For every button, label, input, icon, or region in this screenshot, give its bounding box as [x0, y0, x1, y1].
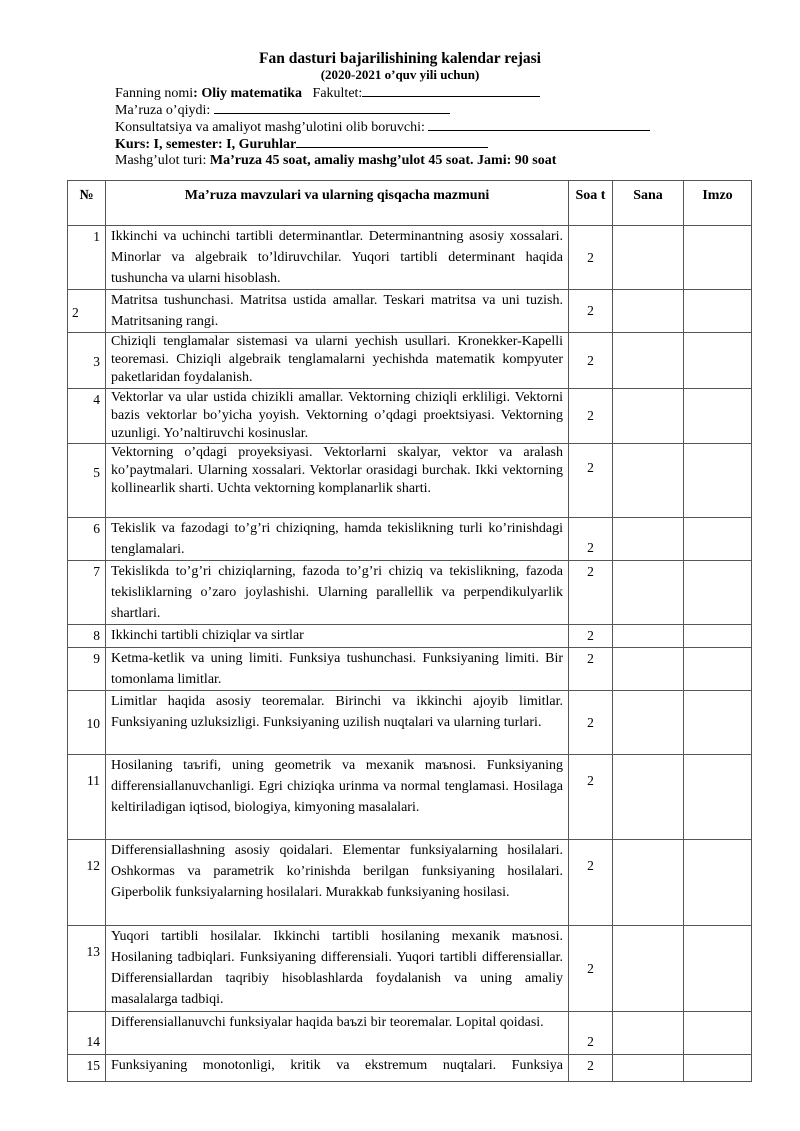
row-date[interactable] [613, 625, 684, 648]
row-hours: 2 [569, 755, 613, 840]
table-row [68, 691, 752, 755]
row-hours: 2 [569, 648, 613, 691]
lecturer-blank [214, 101, 450, 114]
row-number: 12 [68, 840, 106, 926]
row-signature[interactable] [684, 518, 752, 561]
row-date[interactable] [613, 290, 684, 333]
row-number: 10 [68, 691, 106, 755]
table-row [68, 389, 752, 444]
faculty-label: Fakultet: [312, 86, 363, 101]
row-hours: 2 [569, 290, 613, 333]
row-hours: 2 [569, 691, 613, 755]
table-row [68, 333, 752, 389]
table-row [68, 1012, 752, 1055]
row-topic: Differensiallanuvchi funksiyalar haqida baъzi bir teoremalar. Lopital qoidasi. [106, 1012, 569, 1055]
row-number: 2 [68, 290, 106, 333]
row-date[interactable] [613, 691, 684, 755]
session-type-line [115, 152, 556, 169]
subject-label: Fanning nomi [115, 86, 194, 101]
row-topic: Ikkinchi tartibli chiziqlar va sirtlar [106, 625, 569, 648]
table-row [68, 648, 752, 691]
row-hours: 2 [569, 840, 613, 926]
col-topics-header: Ma’ruza mavzulari va ularning qisqacha mazmuni [106, 181, 569, 226]
consultant-label: Konsultatsiya va amaliyot mashg’ulotini olib boruvchi: [115, 120, 425, 135]
row-number: 14 [68, 1012, 106, 1055]
row-topic: Matritsa tushunchasi. Matritsa ustida amallar. Teskari matritsa va uni tuzish. Matritsaning rangi. [106, 290, 569, 333]
row-date[interactable] [613, 226, 684, 290]
table-row [68, 290, 752, 333]
row-signature[interactable] [684, 1012, 752, 1055]
subject-line [115, 84, 540, 102]
row-number: 4 [68, 389, 106, 444]
row-number: 11 [68, 755, 106, 840]
row-hours: 2 [569, 444, 613, 518]
row-signature[interactable] [684, 755, 752, 840]
row-topic: Ikkinchi va uchinchi tartibli determinantlar. Determinantning asosiy xossalari. Minorlar va algebraik to’ldiruvchilar. Yuqori tartibli determinant haqida tushuncha va ularni hisoblash. [106, 226, 569, 290]
row-hours: 2 [569, 625, 613, 648]
row-date[interactable] [613, 840, 684, 926]
faculty-blank [362, 84, 540, 97]
row-topic: Tekislikda to’g’ri chiziqlarning, fazoda to’g’ri chiziq va tekislikning, fazoda tekisliklarning o’zaro joylashishi. Ularning parallellik va perpendikulyarlik shartlari. [106, 561, 569, 625]
row-number: 5 [68, 444, 106, 518]
course-label: Kurs: I, semester: I, Guruhlar [115, 137, 297, 152]
row-hours: 2 [569, 226, 613, 290]
row-signature[interactable] [684, 648, 752, 691]
row-date[interactable] [613, 389, 684, 444]
row-topic: Limitlar haqida asosiy teoremalar. Birinchi va ikkinchi ajoyib limitlar. Funksiyaning uzluksizligi. Funksiyaning uzilish nuqtalari va ularning turlari. [106, 691, 569, 755]
row-topic: Funksiyaning monotonligi, kritik va ekstremum nuqtalari. Funksiya [106, 1055, 569, 1082]
row-date[interactable] [613, 518, 684, 561]
col-date-header: Sana [613, 181, 684, 226]
row-hours: 2 [569, 1055, 613, 1082]
table-row [68, 1055, 752, 1082]
row-date[interactable] [613, 755, 684, 840]
row-number: 8 [68, 625, 106, 648]
row-number: 3 [68, 333, 106, 389]
row-signature[interactable] [684, 226, 752, 290]
groups-blank [296, 135, 488, 148]
row-signature[interactable] [684, 389, 752, 444]
academic-year: (2020-2021 o’quv yili uchun) [320, 67, 480, 82]
row-signature[interactable] [684, 444, 752, 518]
row-signature[interactable] [684, 1055, 752, 1082]
table-row [68, 518, 752, 561]
row-date[interactable] [613, 1055, 684, 1082]
lecturer-label: Ma’ruza o’qiydi: [115, 103, 211, 118]
table-row [68, 840, 752, 926]
subject-value: : Oliy matematika [193, 86, 303, 101]
table-row [68, 755, 752, 840]
row-topic: Tekislik va fazodagi to’g’ri chiziqning, hamda tekislikning turli ko’rinishdagi tenglamalari. [106, 518, 569, 561]
row-signature[interactable] [684, 691, 752, 755]
table-row [68, 561, 752, 625]
course-line [115, 135, 488, 153]
row-hours: 2 [569, 518, 613, 561]
row-hours: 2 [569, 389, 613, 444]
row-topic: Chiziqli tenglamalar sistemasi va ularni yechish usullari. Kronekker-Kapelli teoremasi. Chiziqli algebraik tenglamalarni yechishda matematik kompyuter paketlaridan foydalanish. [106, 333, 569, 389]
row-topic: Ketma-ketlik va uning limiti. Funksiya tushunchasi. Funksiyaning limiti. Bir tomonlama limitlar. [106, 648, 569, 691]
col-hours-header: Soa t [569, 181, 613, 226]
consultant-line [115, 118, 650, 136]
col-number-header: № [68, 181, 106, 226]
row-date[interactable] [613, 926, 684, 1012]
row-signature[interactable] [684, 926, 752, 1012]
table-row [68, 625, 752, 648]
row-number: 7 [68, 561, 106, 625]
row-number: 1 [68, 226, 106, 290]
row-signature[interactable] [684, 840, 752, 926]
row-topic: Hosilaning taъrifi, uning geometrik va mexanik maъnosi. Funksiyaning differensiallanuvchanligi. Egri chiziqka urinma va normal tenglamasi. Hosilaga keltiriladigan iqtisod, biologiya, kimyoning masalalari. [106, 755, 569, 840]
row-hours: 2 [569, 561, 613, 625]
session-type-label: Mashg’ulot turi: [115, 153, 207, 168]
row-topic: Vektorning o’qdagi proyeksiyasi. Vektorlarni skalyar, vektor va aralash ko’paytmalari. Ularning xossalari. Vektorlar orasidagi burchak. Ikki vektorning kollinearlik sharti. Uchta vektorning komplanarlik sharti. [106, 444, 569, 518]
row-hours: 2 [569, 1012, 613, 1055]
row-signature[interactable] [684, 561, 752, 625]
row-topic: Vektorlar va ular ustida chizikli amallar. Vektorning chiziqli erkliligi. Vektorni bazis vektorlar bo’yicha yoyish. Vektorning o’qdagi proektsiyasi. Vektorning uzunligi. Yo’naltiruvchi kosinuslar. [106, 389, 569, 444]
row-signature[interactable] [684, 625, 752, 648]
row-date[interactable] [613, 333, 684, 389]
consultant-blank [428, 118, 650, 131]
row-hours: 2 [569, 333, 613, 389]
schedule-table [67, 180, 752, 1082]
document-title: Fan dasturi bajarilishining kalendar rejasi [259, 50, 541, 67]
col-signature-header: Imzo [684, 181, 752, 226]
row-topic: Yuqori tartibli hosilalar. Ikkinchi tartibli hosilaning mexanik maъnosi. Hosilaning tadbiqlari. Funksiyaning differensiali. Yuqori tartibli differensiallar. Differensiallardan taqribiy hisoblashlarda foydalanish va uning amaliy masalalarga tadbiqi. [106, 926, 569, 1012]
lecturer-line [115, 101, 450, 119]
row-date[interactable] [613, 1012, 684, 1055]
row-hours: 2 [569, 926, 613, 1012]
row-number: 13 [68, 926, 106, 1012]
row-number: 6 [68, 518, 106, 561]
table-row [68, 926, 752, 1012]
table-header-row [68, 181, 752, 226]
table-row [68, 444, 752, 518]
row-number: 15 [68, 1055, 106, 1082]
row-topic: Differensiallashning asosiy qoidalari. Elementar funksiyalarning hosilalari. Oshkormas va parametrik ko’rinishda berilgan funksiyaning hosilalari. Giperbolik funksiyalarning hosilalari. Murakkab funksiyaning hosilasi. [106, 840, 569, 926]
row-number: 9 [68, 648, 106, 691]
table-row [68, 226, 752, 290]
row-signature[interactable] [684, 290, 752, 333]
row-signature[interactable] [684, 333, 752, 389]
row-date[interactable] [613, 648, 684, 691]
row-date[interactable] [613, 561, 684, 625]
session-type-value: Ma’ruza 45 soat, amaliy mashg’ulot 45 soat. Jami: 90 soat [209, 153, 557, 168]
row-date[interactable] [613, 444, 684, 518]
